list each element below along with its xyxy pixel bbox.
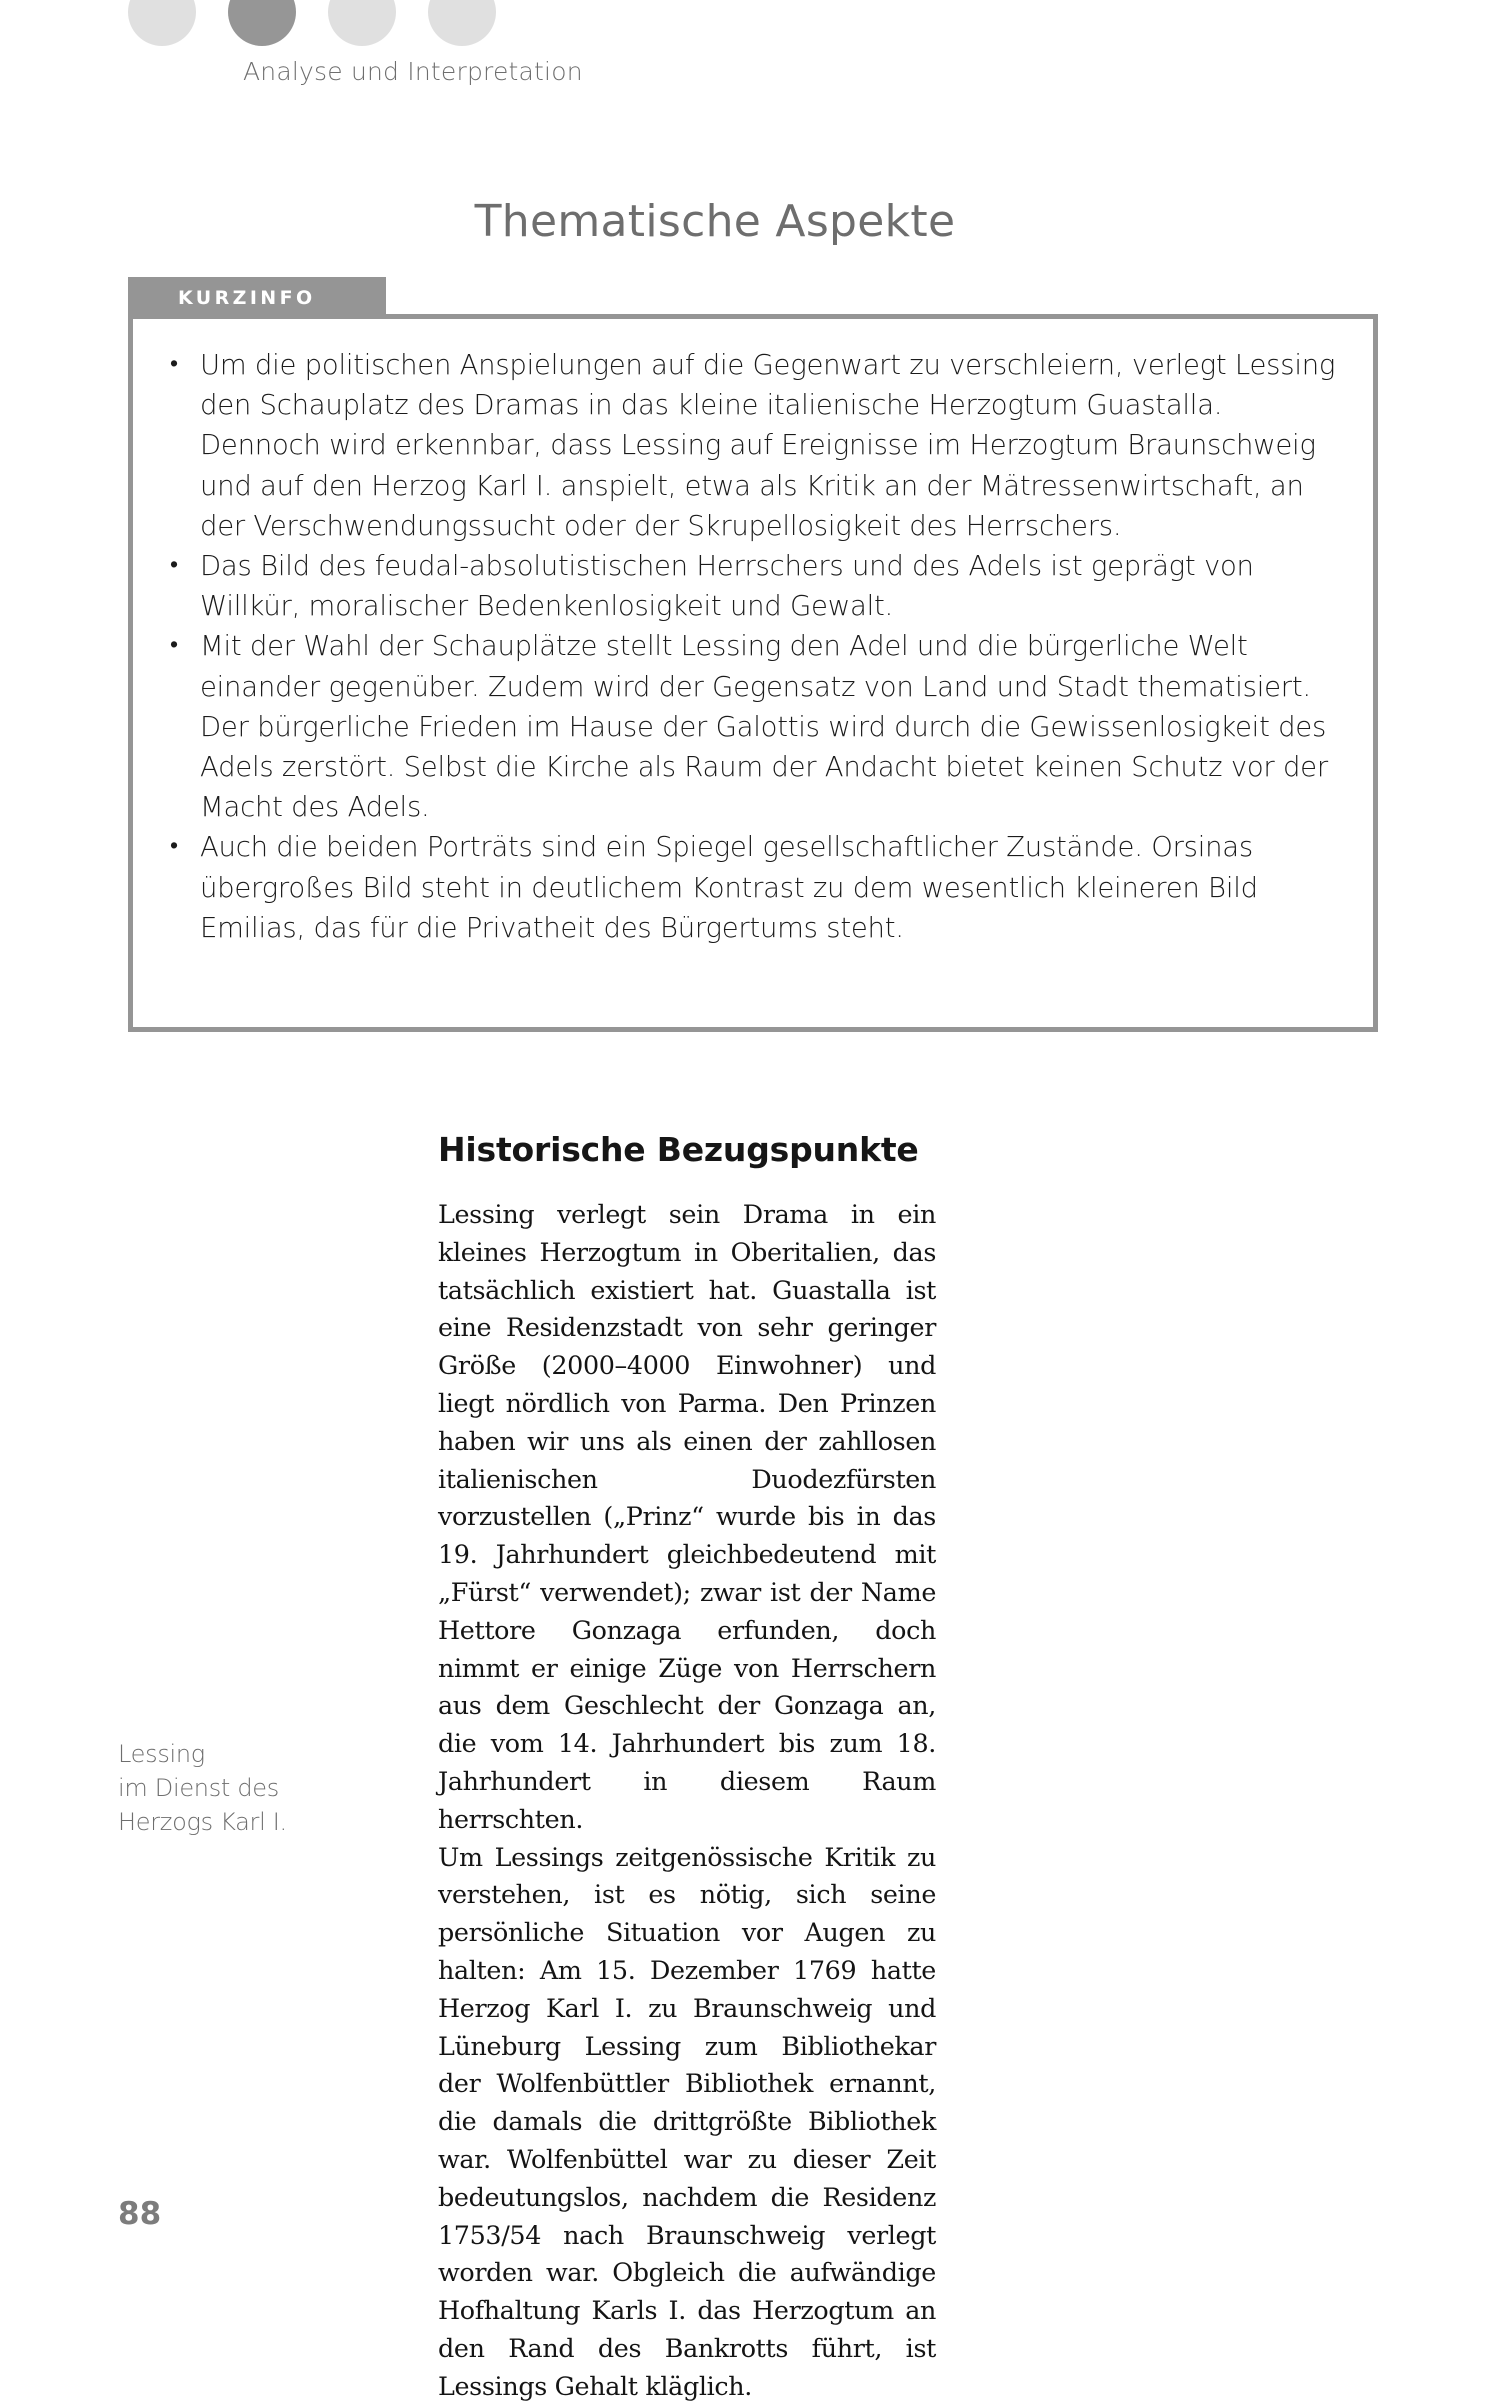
margin-note: Lessing im Dienst des Herzogs Karl I.	[118, 1740, 287, 1836]
runhead-dot-4	[428, 0, 496, 46]
list-item: • Mit der Wahl der Schauplätze stellt Lessing den Adel und die bürgerliche Welt einander gegenüber. Zudem wird der Gegensatz von Land und Stadt thematisiert. Der bürgerliche Frieden im Hause der Galottis wird durch die Gewissenlosigkeit des Adels zerstört. Selbst die Kirche als Raum der Andacht bietet keinen Schutz vor der Macht des Adels.	[167, 626, 1339, 827]
kurzinfo-bullet-list	[133, 319, 1373, 970]
page-title: Thematische Aspekte	[474, 196, 956, 247]
list-item: • Auch die beiden Porträts sind ein Spiegel gesellschaftlicher Zustände. Orsinas übergroßes Bild steht in deutlichem Kontrast zu dem wesentlich kleineren Bild Emilias, das für die Privatheit des Bürgertums steht.	[167, 827, 1339, 948]
body-paragraph: Lessing verlegt sein Drama in ein kleines Herzogtum in Oberitalien, das tatsächlich existiert hat. Guastalla ist eine Residenzstadt von sehr geringer Größe (2000–4000 Einwohner) und liegt nördlich von Parma. Den Prinzen haben wir uns als einen der zahllosen italienischen Duodezfürsten vorzustellen („Prinz“ wurde bis in das 19. Jahrhundert gleichbedeutend mit „Fürst“ verwendet); zwar ist der Name Hettore Gonzaga erfunden, doch nimmt er einige Züge von Herrschern aus dem Geschlecht der Gonzaga an, die vom 14. Jahrhundert bis zum 18. Jahrhundert in diesem Raum herrschten.	[438, 1199, 936, 1834]
list-item: • Um die politischen Anspielungen auf die Gegenwart zu verschleiern, verlegt Lessing den Schauplatz des Dramas in das kleine italienische Herzogtum Guastalla. Dennoch wird erkennbar, dass Lessing auf Ereignisse im Herzogtum Braunschweig und auf den Herzog Karl I. anspielt, etwa als Kritik an der Mätressenwirtschaft, an der Verschwendungssucht oder der Skrupellosigkeit des Herrschers.	[167, 345, 1339, 546]
kurzinfo-tab-label: KURZINFO	[178, 287, 316, 309]
runhead-dot-2-active	[228, 0, 296, 46]
body-paragraph: Um Lessings zeitgenössische Kritik zu verstehen, ist es nötig, sich seine persönliche Situation vor Augen zu halten: Am 15. Dezember 1769 hatte Herzog Karl I. zu Braunschweig und Lüneburg Lessing zum Bibliothekar der Wolfenbüttler Bibliothek ernannt, die damals die drittgrößte Bibliothek war. Wolfenbüttel war zu dieser Zeit bedeutungslos, nachdem die Residenz 1753/54 nach Braunschweig verlegt worden war. Obgleich die aufwändige Hofhaltung Karls I. das Herzogtum an den Rand des Bankrotts führt, ist Lessings Gehalt kläglich.	[438, 1841, 936, 2401]
kurzinfo-box	[128, 314, 1378, 1032]
list-item: • Das Bild des feudal-absolutistischen Herrschers und des Adels ist geprägt von Willkür, moralischer Bedenkenlosigkeit und Gewalt.	[167, 546, 1339, 626]
running-head-label: Analyse und Interpretation	[243, 57, 583, 86]
runhead-dot-3	[328, 0, 396, 46]
page-number: 88	[118, 2196, 162, 2232]
kurzinfo-tab	[128, 277, 386, 319]
body-text-column	[438, 1196, 936, 2406]
runhead-dot-group	[128, 0, 496, 46]
runhead-dot-1	[128, 0, 196, 46]
section-heading: Historische Bezugspunkte	[438, 1130, 919, 1169]
